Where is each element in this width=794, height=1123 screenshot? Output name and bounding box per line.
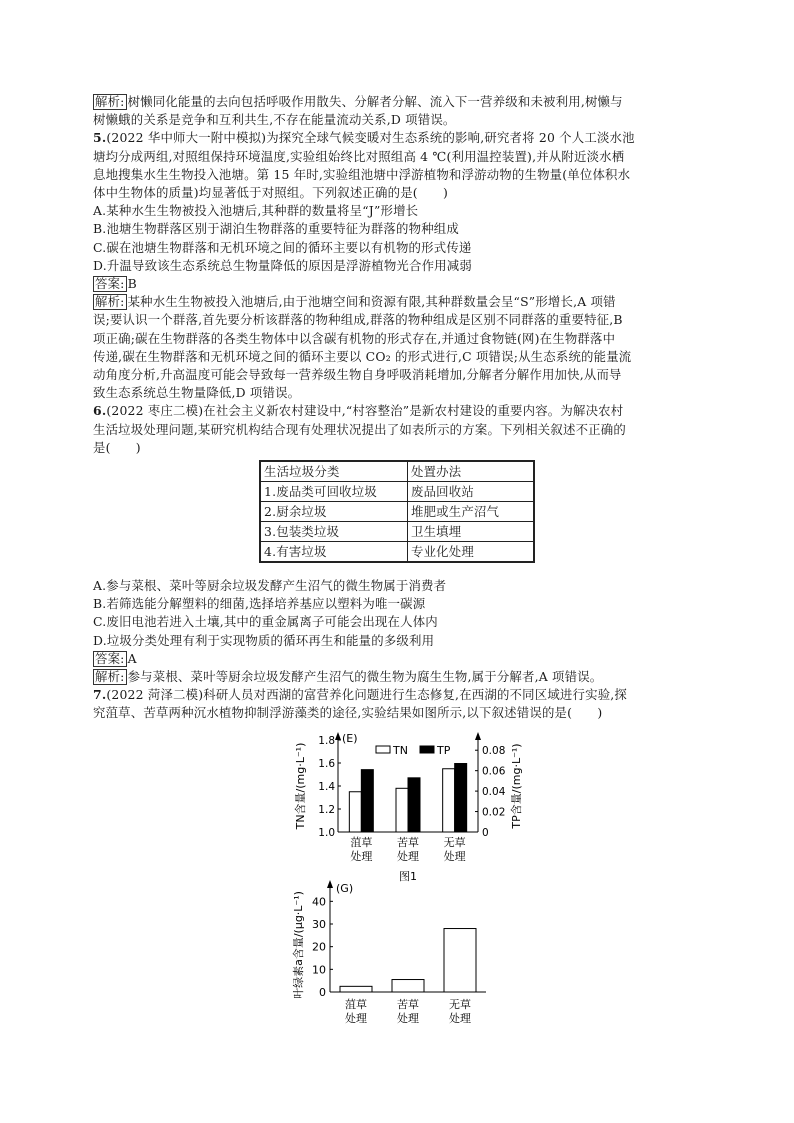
q6-stem: 6.(2022 枣庄二模)在社会主义新农村建设中,“村容整治”是新农村建设的重要内容。为解决农村 [93, 403, 624, 419]
y-tick-label: 0 [319, 986, 326, 999]
table-cell: 废品回收站 [408, 482, 535, 502]
analysis-label: 解析: [95, 294, 125, 310]
y2-axis-title: TP含量/(mg·L⁻¹) [510, 743, 523, 829]
table-cell: 1.废品类可回收垃圾 [260, 482, 408, 502]
table-cell: 卫生填埋 [408, 522, 535, 542]
category-label: 处理 [345, 1012, 367, 1025]
q5-analysis-line: 传递,碳在生物群落和无机环境之间的循环主要以 CO₂ 的形式进行,C 项错误;从生态系统的能量流 [93, 348, 632, 364]
table-cell: 堆肥或生产沼气 [408, 502, 535, 522]
table-row [260, 482, 534, 502]
panel-label: (E) [342, 732, 358, 745]
analysis-label: 解析: [95, 94, 125, 109]
q6-answer: 答案: A [95, 650, 137, 666]
category-label: 处理 [397, 1012, 419, 1025]
q5-answer: 答案: B [95, 276, 137, 292]
y-axis-title: 叶绿素a含量/(μg·L⁻¹) [292, 891, 305, 999]
q6-analysis: 解析: 参与菜根、菜叶等厨余垃圾发酵产生沼气的微生物为腐生生物,属于分解者,A 项错误。 [95, 669, 603, 685]
y-tick-label: 1.6 [318, 758, 335, 770]
q5-option-c: C.碳在池塘生物群落和无机环境之间的循环主要以有机物的形式传递 [93, 239, 472, 255]
legend-label-tp: TP [437, 744, 451, 757]
bar-chlorophyll [340, 986, 372, 992]
q6-stem-line3: 是( ) [93, 439, 141, 455]
bar-chlorophyll [444, 929, 476, 992]
category-label: 菹草 [345, 998, 367, 1011]
waste-table [259, 460, 535, 563]
bar-tn [396, 788, 408, 832]
y2-tick-label: 0.06 [482, 765, 506, 778]
q5-stem-line4: 体中生物体的质量)均显著低于对照组。下列叙述正确的是( ) [93, 185, 449, 201]
category-label: 无草 [443, 836, 466, 849]
panel-label: (G) [336, 882, 354, 895]
q6-option-c: C.废旧电池若进入土壤,其中的重金属离子可能会出现在人体内 [93, 614, 438, 630]
q6-option-d: D.垃圾分类处理有利于实现物质的循环再生和能量的多级利用 [93, 632, 435, 648]
legend-label-tn: TN [393, 744, 408, 757]
q5-stem: 5.(2022 华中师大一附中模拟)为探究全球气候变暖对生态系统的影响,研究者将 20 个人工淡水池 [93, 130, 635, 146]
answer-label: 答案: [95, 276, 125, 292]
y-tick-label: 40 [312, 895, 326, 909]
table-header-cell: 处置办法 [408, 461, 535, 482]
table-cell: 专业化处理 [408, 542, 535, 563]
category-label: 苦草 [397, 836, 419, 849]
q5-stem-line2: 塘均分成两组,对照组保持环境温度,实验组始终比对照组高 4 ℃(利用温控装置),并从附近淡水栖 [93, 148, 625, 164]
y-tick-label: 1.2 [318, 804, 335, 816]
y-tick-label: 1.8 [318, 735, 335, 747]
bar-tn [443, 769, 455, 832]
y2-tick-label: 0 [482, 827, 489, 839]
question-number: 5. [93, 130, 107, 146]
y2-tick-label: 0.04 [482, 786, 506, 799]
q7-stem: 7.(2022 菏泽二模)科研人员对西湖的富营养化问题进行生态修复,在西湖的不同区域进行实验,探 [93, 687, 628, 703]
legend-swatch-tn [376, 746, 390, 753]
q5-analysis-line: 致生态系统总生物量降低,D 项错误。 [93, 385, 301, 401]
y-axis-arrow [327, 880, 333, 888]
bar-tp [455, 764, 467, 832]
category-label: 处理 [397, 850, 419, 863]
bar-tp [408, 778, 420, 832]
y2-tick-label: 0.02 [482, 806, 506, 819]
y-tick-label: 1.4 [318, 781, 335, 793]
bar-tn [349, 792, 361, 832]
table-cell: 4.有害垃圾 [260, 542, 408, 563]
y-axis-arrow [335, 732, 341, 740]
category-label: 无草 [449, 998, 471, 1011]
y-tick-label: 20 [312, 940, 326, 954]
q7-stem-line2: 究菹草、苦草两种沉水植物抑制浮游藻类的途径,实验结果如图所示,以下叙述错误的是( ) [93, 705, 603, 721]
table-row [260, 502, 534, 522]
q5-option-b: B.池塘生物群落区别于湖泊生物群落的重要特征为群落的物种组成 [93, 221, 459, 237]
q5-analysis-line: 项正确;碳在生物群落的各类生物体中以含碳有机物的形式存在,并通过食物链(网)在生物群落中 [93, 330, 616, 346]
tn-tp-bar-chart [290, 728, 530, 888]
legend-swatch-tp [420, 746, 434, 753]
table-cell: 2.厨余垃圾 [260, 502, 408, 522]
category-label: 处理 [449, 1012, 471, 1025]
y-tick-label: 1.0 [318, 827, 335, 839]
category-label: 处理 [350, 850, 373, 863]
question-number: 6. [93, 403, 107, 419]
q5-option-a: A.某种水生生物被投入池塘后,其种群的数量将呈“J”形增长 [93, 203, 419, 219]
y-tick-label: 10 [312, 963, 326, 977]
answer-label: 答案: [95, 650, 125, 666]
q5-analysis-line: 误;要认识一个群落,首先要分析该群落的物种组成,群落的物种组成是区别不同群落的重要特征,B [93, 312, 623, 328]
question-number: 7. [93, 687, 107, 703]
q5-analysis-line: 动角度分析,升高温度可能会导致每一营养级生物自身呼吸消耗增加,分解者分解作用加快,从而导 [93, 367, 622, 383]
y-tick-label: 30 [312, 918, 326, 931]
table-row [260, 542, 534, 563]
category-label: 处理 [443, 850, 466, 863]
bar-chlorophyll [392, 980, 424, 992]
analysis-label: 解析: [95, 669, 125, 685]
category-label: 菹草 [350, 836, 373, 849]
q6-option-a: A.参与菜根、菜叶等厨余垃圾发酵产生沼气的微生物属于消费者 [93, 578, 447, 594]
table-header-cell: 生活垃圾分类 [260, 461, 408, 482]
q5-analysis: 解析: 某种水生生物被投入池塘后,由于池塘空间和资源有限,其种群数量会呈“S”形增长,A 项错 [95, 294, 616, 310]
table-row [260, 522, 534, 542]
q4-analysis-line2: 树懒蛾的关系是竞争和互利共生,不存在能量流动关系,D 项错误。 [93, 112, 456, 128]
y2-tick-label: 0.08 [482, 745, 506, 758]
document-page [93, 93, 699, 723]
y2-axis-arrow [475, 732, 481, 740]
chlorophyll-bar-chart [290, 876, 490, 1032]
q6-option-b: B.若筛选能分解塑料的细菌,选择培养基应以塑料为唯一碳源 [93, 596, 426, 612]
bar-tp [361, 770, 373, 832]
q4-analysis: 解析: 树懒同化能量的去向包括呼吸作用散失、分解者分解、流入下一营养级和未被利用,树懒与 [95, 94, 623, 109]
table-header-row [260, 461, 534, 482]
table-cell: 3.包装类垃圾 [260, 522, 408, 542]
figure-caption: 图1 [399, 870, 417, 883]
q6-stem-line2: 生活垃圾处理问题,某研究机构结合现有处理状况提出了如表所示的方案。下列相关叙述不正确的 [93, 421, 626, 437]
q5-option-d: D.升温导致该生态系统总生物量降低的原因是浮游植物光合作用减弱 [93, 257, 472, 273]
q5-stem-line3: 息地搜集水生生物投入池塘。第 15 年时,实验组池塘中浮游植物和浮游动物的生物量(单位体积水 [93, 166, 631, 182]
y-axis-title: TN含量/(mg·L⁻¹) [294, 742, 307, 830]
category-label: 苦草 [397, 998, 419, 1011]
